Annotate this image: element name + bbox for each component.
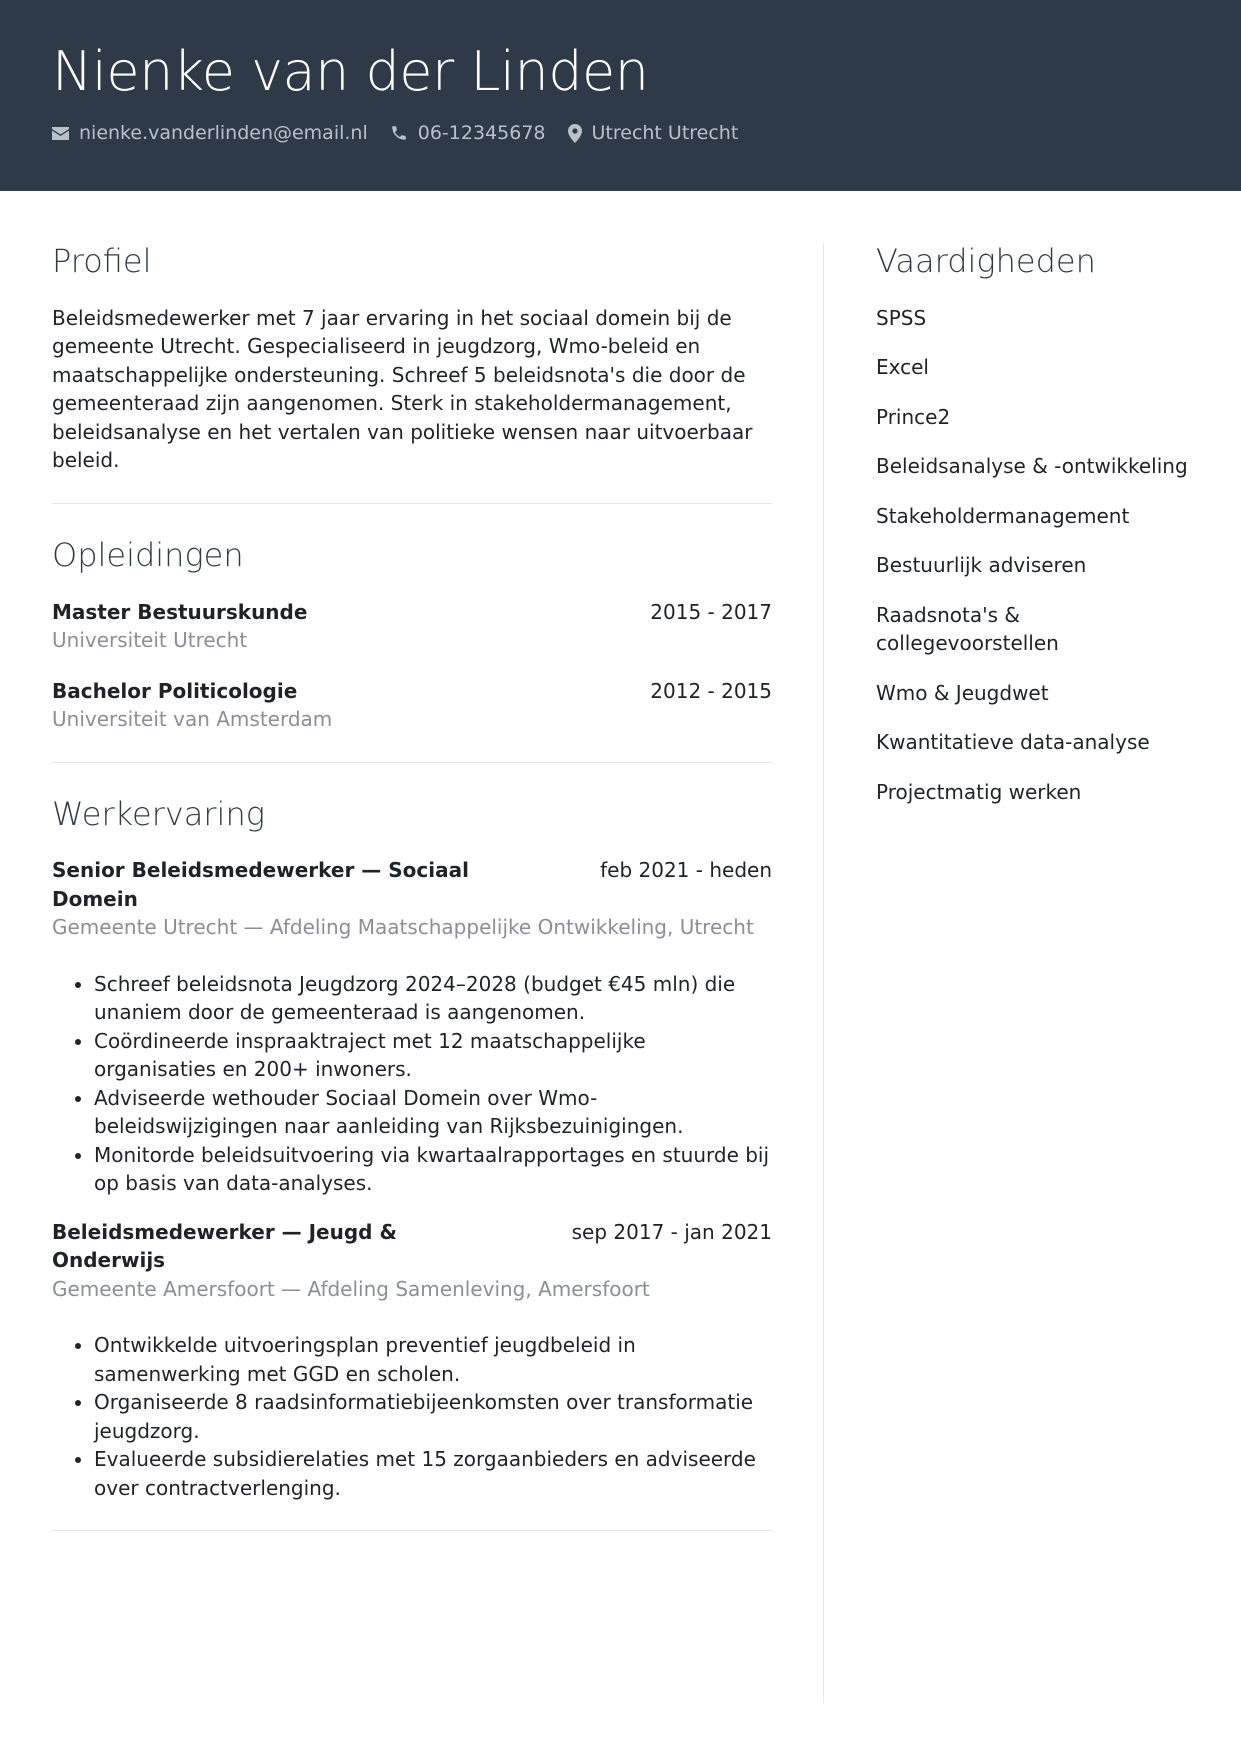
job-bullet: • Ontwikkelde uitvoeringsplan preventief jeugdbeleid in samenwerking met GGD en scholen.	[94, 1331, 772, 1388]
skill-item: SPSS	[876, 305, 927, 330]
phone-text: 06-12345678	[417, 122, 546, 144]
experience-section	[52, 796, 772, 1532]
education-institution: Universiteit van Amsterdam	[52, 707, 333, 732]
job-bullet: • Monitorde beleidsuitvoering via kwartaalrapportages en stuurde bij op basis van data-analyses.	[94, 1141, 772, 1198]
envelope-icon	[52, 127, 69, 140]
job-bullet: • Evalueerde subsidierelaties met 15 zorgaanbieders en adviseerde over contractverlenging.	[94, 1445, 772, 1502]
contact-location	[568, 122, 739, 144]
contact-phone[interactable]	[390, 122, 546, 144]
job-employer: Gemeente Utrecht — Afdeling Maatschappelijke Ontwikkeling, Utrecht	[52, 915, 754, 940]
contact-info	[52, 122, 760, 144]
skill-item: Beleidsanalyse & -ontwikkeling	[876, 454, 1188, 479]
education-dates: 2012 - 2015	[650, 678, 772, 703]
skill-item: Projectmatig werken	[876, 779, 1082, 804]
map-pin-icon	[568, 124, 582, 143]
skill-item: Bestuurlijk adviseren	[876, 553, 1087, 578]
section-heading-profile: Profiel	[52, 242, 152, 280]
main-column	[52, 243, 772, 1564]
sidebar	[876, 243, 1196, 827]
job-employer: Gemeente Amersfoort — Afdeling Samenleving, Amersfoort	[52, 1276, 650, 1301]
job-title: Beleidsmedewerker — Jeugd & Onderwijs	[52, 1219, 397, 1273]
header	[0, 0, 1241, 191]
section-heading-education: Opleidingen	[52, 535, 244, 574]
column-divider	[823, 243, 824, 1703]
skill-item: Kwantitatieve data-analyse	[876, 730, 1150, 755]
education-item	[52, 677, 772, 734]
job-bullet: • Schreef beleidsnota Jeugdzorg 2024–2028 (budget €45 mln) die unaniem door de gemeenteraad is aangenomen.	[94, 970, 772, 1027]
profile-text: Beleidsmedewerker met 7 jaar ervaring in het sociaal domein bij de gemeente Utrecht. Gespecialiseerd in jeugdzorg, Wmo-beleid en maatschappelijke ondersteuning. Schreef 5 beleidsnota's die door de gemeenteraad zijn aangenomen. Sterk in stakeholdermanagement, beleidsanalyse en het vertalen van politieke wensen naar uitvoerbaar beleid.	[52, 305, 753, 473]
skill-item: Raadsnota's & collegevoorstellen	[876, 602, 1059, 656]
phone-icon	[390, 124, 408, 142]
education-title: Bachelor Politicologie	[52, 678, 298, 703]
education-institution: Universiteit Utrecht	[52, 628, 248, 653]
page-title: Nienke van der Linden	[52, 40, 649, 103]
job-bullet: • Coördineerde inspraaktraject met 12 maatschappelijke organisaties en 200+ inwoners.	[94, 1027, 772, 1084]
job-bullets	[52, 970, 772, 1198]
section-heading-skills: Vaardigheden	[876, 242, 1096, 280]
skill-item: Prince2	[876, 404, 951, 429]
job-dates: feb 2021 - heden	[600, 858, 772, 883]
job-bullets	[52, 1331, 772, 1502]
job-title: Senior Beleidsmedewerker — Sociaal Domein	[52, 858, 469, 911]
education-title: Master Bestuurskunde	[52, 599, 308, 624]
job-item	[52, 856, 772, 1198]
job-dates: sep 2017 - jan 2021	[571, 1219, 772, 1244]
job-bullet: • Adviseerde wethouder Sociaal Domein over Wmo-beleidswijzigingen naar aanleiding van Rijksbezuinigingen.	[94, 1084, 772, 1141]
section-heading-experience: Werkervaring	[52, 794, 265, 833]
education-dates: 2015 - 2017	[650, 599, 772, 624]
location-text: Utrecht Utrecht	[591, 122, 739, 144]
profile-section	[52, 243, 772, 504]
education-item	[52, 598, 772, 655]
email-text: nienke.vanderlinden@email.nl	[79, 122, 368, 144]
job-item	[52, 1218, 772, 1503]
education-section	[52, 537, 772, 763]
skill-item: Stakeholdermanagement	[876, 503, 1130, 528]
skills-list	[876, 304, 1196, 807]
job-bullet: • Organiseerde 8 raadsinformatiebijeenkomsten over transformatie jeugdzorg.	[94, 1388, 772, 1445]
contact-email[interactable]	[52, 122, 368, 144]
skill-item: Excel	[876, 355, 929, 380]
skill-item: Wmo & Jeugdwet	[876, 680, 1049, 705]
